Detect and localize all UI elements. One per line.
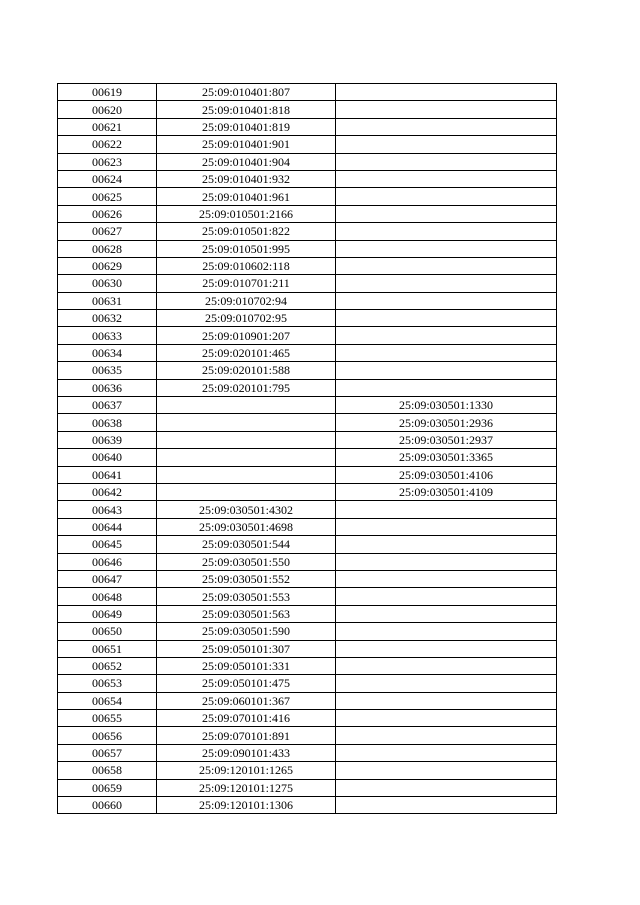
- row-number-cell: 00622: [58, 136, 157, 153]
- table-row: [58, 205, 557, 222]
- row-number-cell: 00640: [58, 449, 157, 466]
- cadastral-number-alt-cell: [336, 797, 557, 814]
- table-row: [58, 570, 557, 587]
- row-number-cell: 00647: [58, 570, 157, 587]
- cadastral-number-alt-cell: 25:09:030501:4109: [336, 483, 557, 500]
- cadastral-number-cell: 25:09:020101:588: [157, 362, 336, 379]
- table-row: [58, 327, 557, 344]
- cadastral-number-cell: 25:09:050101:475: [157, 675, 336, 692]
- cadastral-number-alt-cell: [336, 710, 557, 727]
- cadastral-number-alt-cell: [336, 362, 557, 379]
- row-number-cell: 00652: [58, 657, 157, 674]
- cadastral-number-alt-cell: [336, 136, 557, 153]
- row-number-cell: 00643: [58, 501, 157, 518]
- cadastral-number-alt-cell: [336, 257, 557, 274]
- table-row: [58, 692, 557, 709]
- cadastral-number-cell: 25:09:120101:1275: [157, 779, 336, 796]
- row-number-cell: 00654: [58, 692, 157, 709]
- row-number-cell: 00634: [58, 344, 157, 361]
- cadastral-number-cell: [157, 466, 336, 483]
- table-row: [58, 223, 557, 240]
- cadastral-number-cell: 25:09:010401:901: [157, 136, 336, 153]
- cadastral-number-cell: 25:09:010401:818: [157, 101, 336, 118]
- row-number-cell: 00633: [58, 327, 157, 344]
- cadastral-number-cell: 25:09:030501:4698: [157, 518, 336, 535]
- table-row: [58, 779, 557, 796]
- table-row: [58, 362, 557, 379]
- table-row: [58, 240, 557, 257]
- row-number-cell: 00635: [58, 362, 157, 379]
- cadastral-number-alt-cell: [336, 727, 557, 744]
- cadastral-number-cell: 25:09:120101:1306: [157, 797, 336, 814]
- cadastral-number-cell: 25:09:030501:590: [157, 623, 336, 640]
- cadastral-number-alt-cell: [336, 292, 557, 309]
- row-number-cell: 00657: [58, 744, 157, 761]
- row-number-cell: 00660: [58, 797, 157, 814]
- table-row: [58, 797, 557, 814]
- row-number-cell: 00649: [58, 605, 157, 622]
- cadastral-number-cell: [157, 483, 336, 500]
- table-row: [58, 588, 557, 605]
- cadastral-number-alt-cell: [336, 101, 557, 118]
- table-row: [58, 640, 557, 657]
- cadastral-number-cell: 25:09:010701:211: [157, 275, 336, 292]
- cadastral-number-alt-cell: [336, 344, 557, 361]
- cadastral-number-alt-cell: [336, 310, 557, 327]
- table-row: [58, 449, 557, 466]
- row-number-cell: 00623: [58, 153, 157, 170]
- cadastral-number-alt-cell: [336, 518, 557, 535]
- registry-table-body: [58, 84, 557, 814]
- table-row: [58, 553, 557, 570]
- table-row: [58, 153, 557, 170]
- cadastral-number-cell: 25:09:010501:822: [157, 223, 336, 240]
- cadastral-number-cell: 25:09:030501:544: [157, 536, 336, 553]
- row-number-cell: 00658: [58, 762, 157, 779]
- cadastral-number-alt-cell: [336, 779, 557, 796]
- cadastral-number-cell: 25:09:050101:307: [157, 640, 336, 657]
- row-number-cell: 00651: [58, 640, 157, 657]
- row-number-cell: 00625: [58, 188, 157, 205]
- row-number-cell: 00631: [58, 292, 157, 309]
- table-row: [58, 675, 557, 692]
- cadastral-number-cell: 25:09:020101:795: [157, 379, 336, 396]
- row-number-cell: 00619: [58, 84, 157, 101]
- table-row: [58, 118, 557, 135]
- cadastral-number-cell: 25:09:090101:433: [157, 744, 336, 761]
- cadastral-number-cell: 25:09:010401:932: [157, 170, 336, 187]
- cadastral-number-alt-cell: [336, 501, 557, 518]
- row-number-cell: 00621: [58, 118, 157, 135]
- table-row: [58, 466, 557, 483]
- cadastral-number-alt-cell: [336, 118, 557, 135]
- row-number-cell: 00636: [58, 379, 157, 396]
- cadastral-number-alt-cell: [336, 762, 557, 779]
- row-number-cell: 00630: [58, 275, 157, 292]
- table-row: [58, 292, 557, 309]
- registry-table: [57, 83, 557, 814]
- cadastral-number-cell: 25:09:010401:807: [157, 84, 336, 101]
- cadastral-number-cell: 25:09:060101:367: [157, 692, 336, 709]
- cadastral-number-alt-cell: [336, 570, 557, 587]
- table-row: [58, 379, 557, 396]
- cadastral-number-alt-cell: [336, 657, 557, 674]
- cadastral-number-cell: 25:09:030501:553: [157, 588, 336, 605]
- table-row: [58, 275, 557, 292]
- cadastral-number-alt-cell: [336, 153, 557, 170]
- row-number-cell: 00641: [58, 466, 157, 483]
- table-row: [58, 101, 557, 118]
- row-number-cell: 00637: [58, 397, 157, 414]
- cadastral-number-alt-cell: [336, 188, 557, 205]
- table-row: [58, 344, 557, 361]
- table-row: [58, 762, 557, 779]
- table-row: [58, 501, 557, 518]
- row-number-cell: 00620: [58, 101, 157, 118]
- table-row: [58, 518, 557, 535]
- cadastral-number-alt-cell: 25:09:030501:2937: [336, 431, 557, 448]
- row-number-cell: 00659: [58, 779, 157, 796]
- row-number-cell: 00642: [58, 483, 157, 500]
- row-number-cell: 00627: [58, 223, 157, 240]
- table-row: [58, 310, 557, 327]
- cadastral-number-cell: 25:09:010702:95: [157, 310, 336, 327]
- row-number-cell: 00644: [58, 518, 157, 535]
- table-row: [58, 744, 557, 761]
- cadastral-number-alt-cell: [336, 640, 557, 657]
- cadastral-number-alt-cell: 25:09:030501:1330: [336, 397, 557, 414]
- cadastral-number-alt-cell: [336, 605, 557, 622]
- cadastral-number-cell: 25:09:030501:550: [157, 553, 336, 570]
- cadastral-number-cell: 25:09:010901:207: [157, 327, 336, 344]
- cadastral-number-alt-cell: [336, 240, 557, 257]
- cadastral-number-alt-cell: 25:09:030501:4106: [336, 466, 557, 483]
- cadastral-number-alt-cell: 25:09:030501:2936: [336, 414, 557, 431]
- cadastral-number-cell: 25:09:070101:891: [157, 727, 336, 744]
- cadastral-number-cell: 25:09:070101:416: [157, 710, 336, 727]
- cadastral-number-alt-cell: [336, 379, 557, 396]
- table-row: [58, 188, 557, 205]
- cadastral-number-cell: 25:09:010401:904: [157, 153, 336, 170]
- table-row: [58, 623, 557, 640]
- cadastral-number-cell: 25:09:030501:563: [157, 605, 336, 622]
- table-row: [58, 727, 557, 744]
- cadastral-number-alt-cell: [336, 205, 557, 222]
- row-number-cell: 00655: [58, 710, 157, 727]
- cadastral-number-alt-cell: [336, 327, 557, 344]
- cadastral-number-alt-cell: [336, 223, 557, 240]
- table-row: [58, 414, 557, 431]
- row-number-cell: 00656: [58, 727, 157, 744]
- cadastral-number-cell: 25:09:010401:819: [157, 118, 336, 135]
- row-number-cell: 00628: [58, 240, 157, 257]
- cadastral-number-cell: [157, 414, 336, 431]
- row-number-cell: 00653: [58, 675, 157, 692]
- cadastral-number-alt-cell: [336, 623, 557, 640]
- cadastral-number-alt-cell: [336, 553, 557, 570]
- row-number-cell: 00648: [58, 588, 157, 605]
- table-row: [58, 536, 557, 553]
- cadastral-number-cell: 25:09:010401:961: [157, 188, 336, 205]
- table-row: [58, 657, 557, 674]
- table-row: [58, 257, 557, 274]
- table-row: [58, 710, 557, 727]
- cadastral-number-cell: 25:09:020101:465: [157, 344, 336, 361]
- row-number-cell: 00626: [58, 205, 157, 222]
- table-row: [58, 397, 557, 414]
- cadastral-number-cell: 25:09:030501:552: [157, 570, 336, 587]
- cadastral-number-alt-cell: [336, 536, 557, 553]
- cadastral-number-cell: 25:09:120101:1265: [157, 762, 336, 779]
- cadastral-number-alt-cell: [336, 675, 557, 692]
- row-number-cell: 00639: [58, 431, 157, 448]
- cadastral-number-cell: [157, 449, 336, 466]
- row-number-cell: 00650: [58, 623, 157, 640]
- cadastral-number-cell: [157, 397, 336, 414]
- table-row: [58, 84, 557, 101]
- cadastral-number-alt-cell: 25:09:030501:3365: [336, 449, 557, 466]
- table-row: [58, 136, 557, 153]
- row-number-cell: 00646: [58, 553, 157, 570]
- cadastral-number-cell: [157, 431, 336, 448]
- cadastral-number-cell: 25:09:010501:2166: [157, 205, 336, 222]
- row-number-cell: 00632: [58, 310, 157, 327]
- row-number-cell: 00645: [58, 536, 157, 553]
- table-row: [58, 170, 557, 187]
- cadastral-number-alt-cell: [336, 170, 557, 187]
- table-row: [58, 605, 557, 622]
- cadastral-number-alt-cell: [336, 275, 557, 292]
- table-row: [58, 483, 557, 500]
- cadastral-number-cell: 25:09:010702:94: [157, 292, 336, 309]
- cadastral-number-alt-cell: [336, 84, 557, 101]
- cadastral-number-alt-cell: [336, 588, 557, 605]
- cadastral-number-alt-cell: [336, 692, 557, 709]
- cadastral-number-alt-cell: [336, 744, 557, 761]
- row-number-cell: 00629: [58, 257, 157, 274]
- table-row: [58, 431, 557, 448]
- cadastral-number-cell: 25:09:050101:331: [157, 657, 336, 674]
- row-number-cell: 00624: [58, 170, 157, 187]
- cadastral-number-cell: 25:09:010501:995: [157, 240, 336, 257]
- cadastral-number-cell: 25:09:010602:118: [157, 257, 336, 274]
- cadastral-number-cell: 25:09:030501:4302: [157, 501, 336, 518]
- row-number-cell: 00638: [58, 414, 157, 431]
